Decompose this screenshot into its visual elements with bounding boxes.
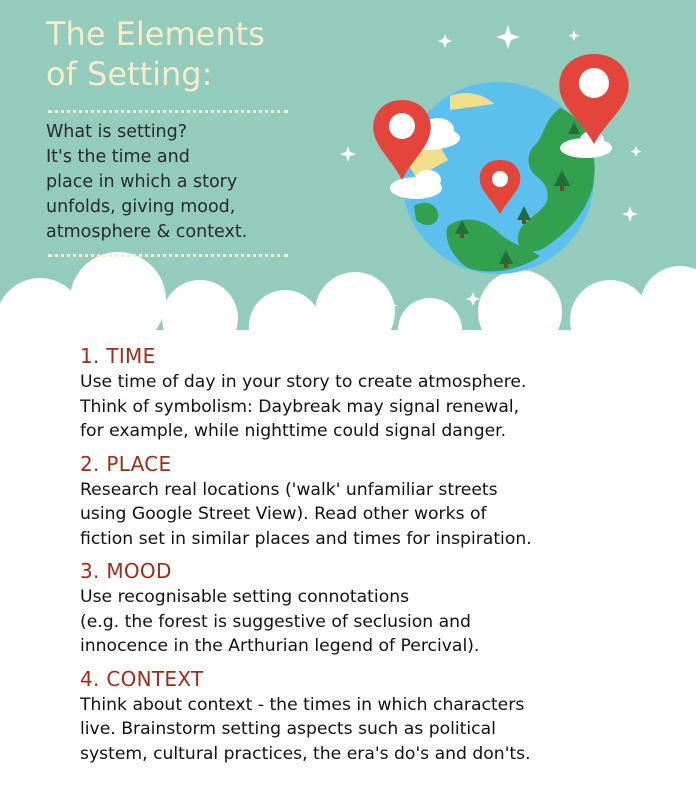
body-line: innocence in the Arthurian legend of Percival). — [80, 636, 480, 656]
body-line: fiction set in similar places and times for inspiration. — [80, 528, 532, 549]
body-line: using Google Street View). Read other works of — [80, 504, 487, 524]
section-place — [80, 450, 680, 552]
body-line: Research real locations ('walk' unfamiliar streets — [80, 479, 498, 500]
dotted-divider — [48, 110, 288, 113]
body-line: (e.g. the forest is suggestive of seclusion and — [80, 611, 471, 632]
section-mood — [80, 557, 680, 659]
section-heading: 3. MOOD — [80, 559, 172, 583]
globe-illustration — [330, 10, 660, 310]
intro-line: unfolds, giving mood, — [46, 197, 236, 217]
body-line: system, cultural practices, the era's do's and don'ts. — [80, 743, 531, 764]
body-line: Think of symbolism: Daybreak may signal renewal, — [80, 396, 520, 417]
body-line: live. Brainstorm setting aspects such as political — [80, 719, 496, 739]
title-line: of Setting: — [46, 55, 213, 93]
intro-line: atmosphere & context. — [46, 222, 248, 242]
section-context — [80, 665, 680, 767]
body-line: Use time of day in your story to create atmosphere. — [80, 372, 527, 392]
section-body — [80, 585, 680, 659]
section-time — [80, 342, 680, 444]
dotted-divider — [48, 254, 288, 257]
page-title — [46, 14, 265, 94]
intro-line: place in which a story — [46, 172, 238, 192]
body-line: Think about context - the times in which characters — [80, 694, 525, 715]
section-body — [80, 478, 680, 552]
intro-line: What is setting? — [46, 122, 188, 142]
sections-list — [80, 342, 680, 772]
intro-line: It's the time and — [46, 147, 190, 167]
body-line: Use recognisable setting connotations — [80, 587, 410, 607]
section-heading: 2. PLACE — [80, 451, 172, 476]
body-line: for example, while nighttime could signal danger. — [80, 421, 507, 441]
section-heading: 4. CONTEXT — [80, 666, 204, 691]
section-body — [80, 370, 680, 444]
section-heading: 1. TIME — [80, 344, 156, 368]
intro-text — [46, 120, 306, 245]
section-body — [80, 693, 680, 767]
title-line: The Elements — [46, 15, 265, 53]
